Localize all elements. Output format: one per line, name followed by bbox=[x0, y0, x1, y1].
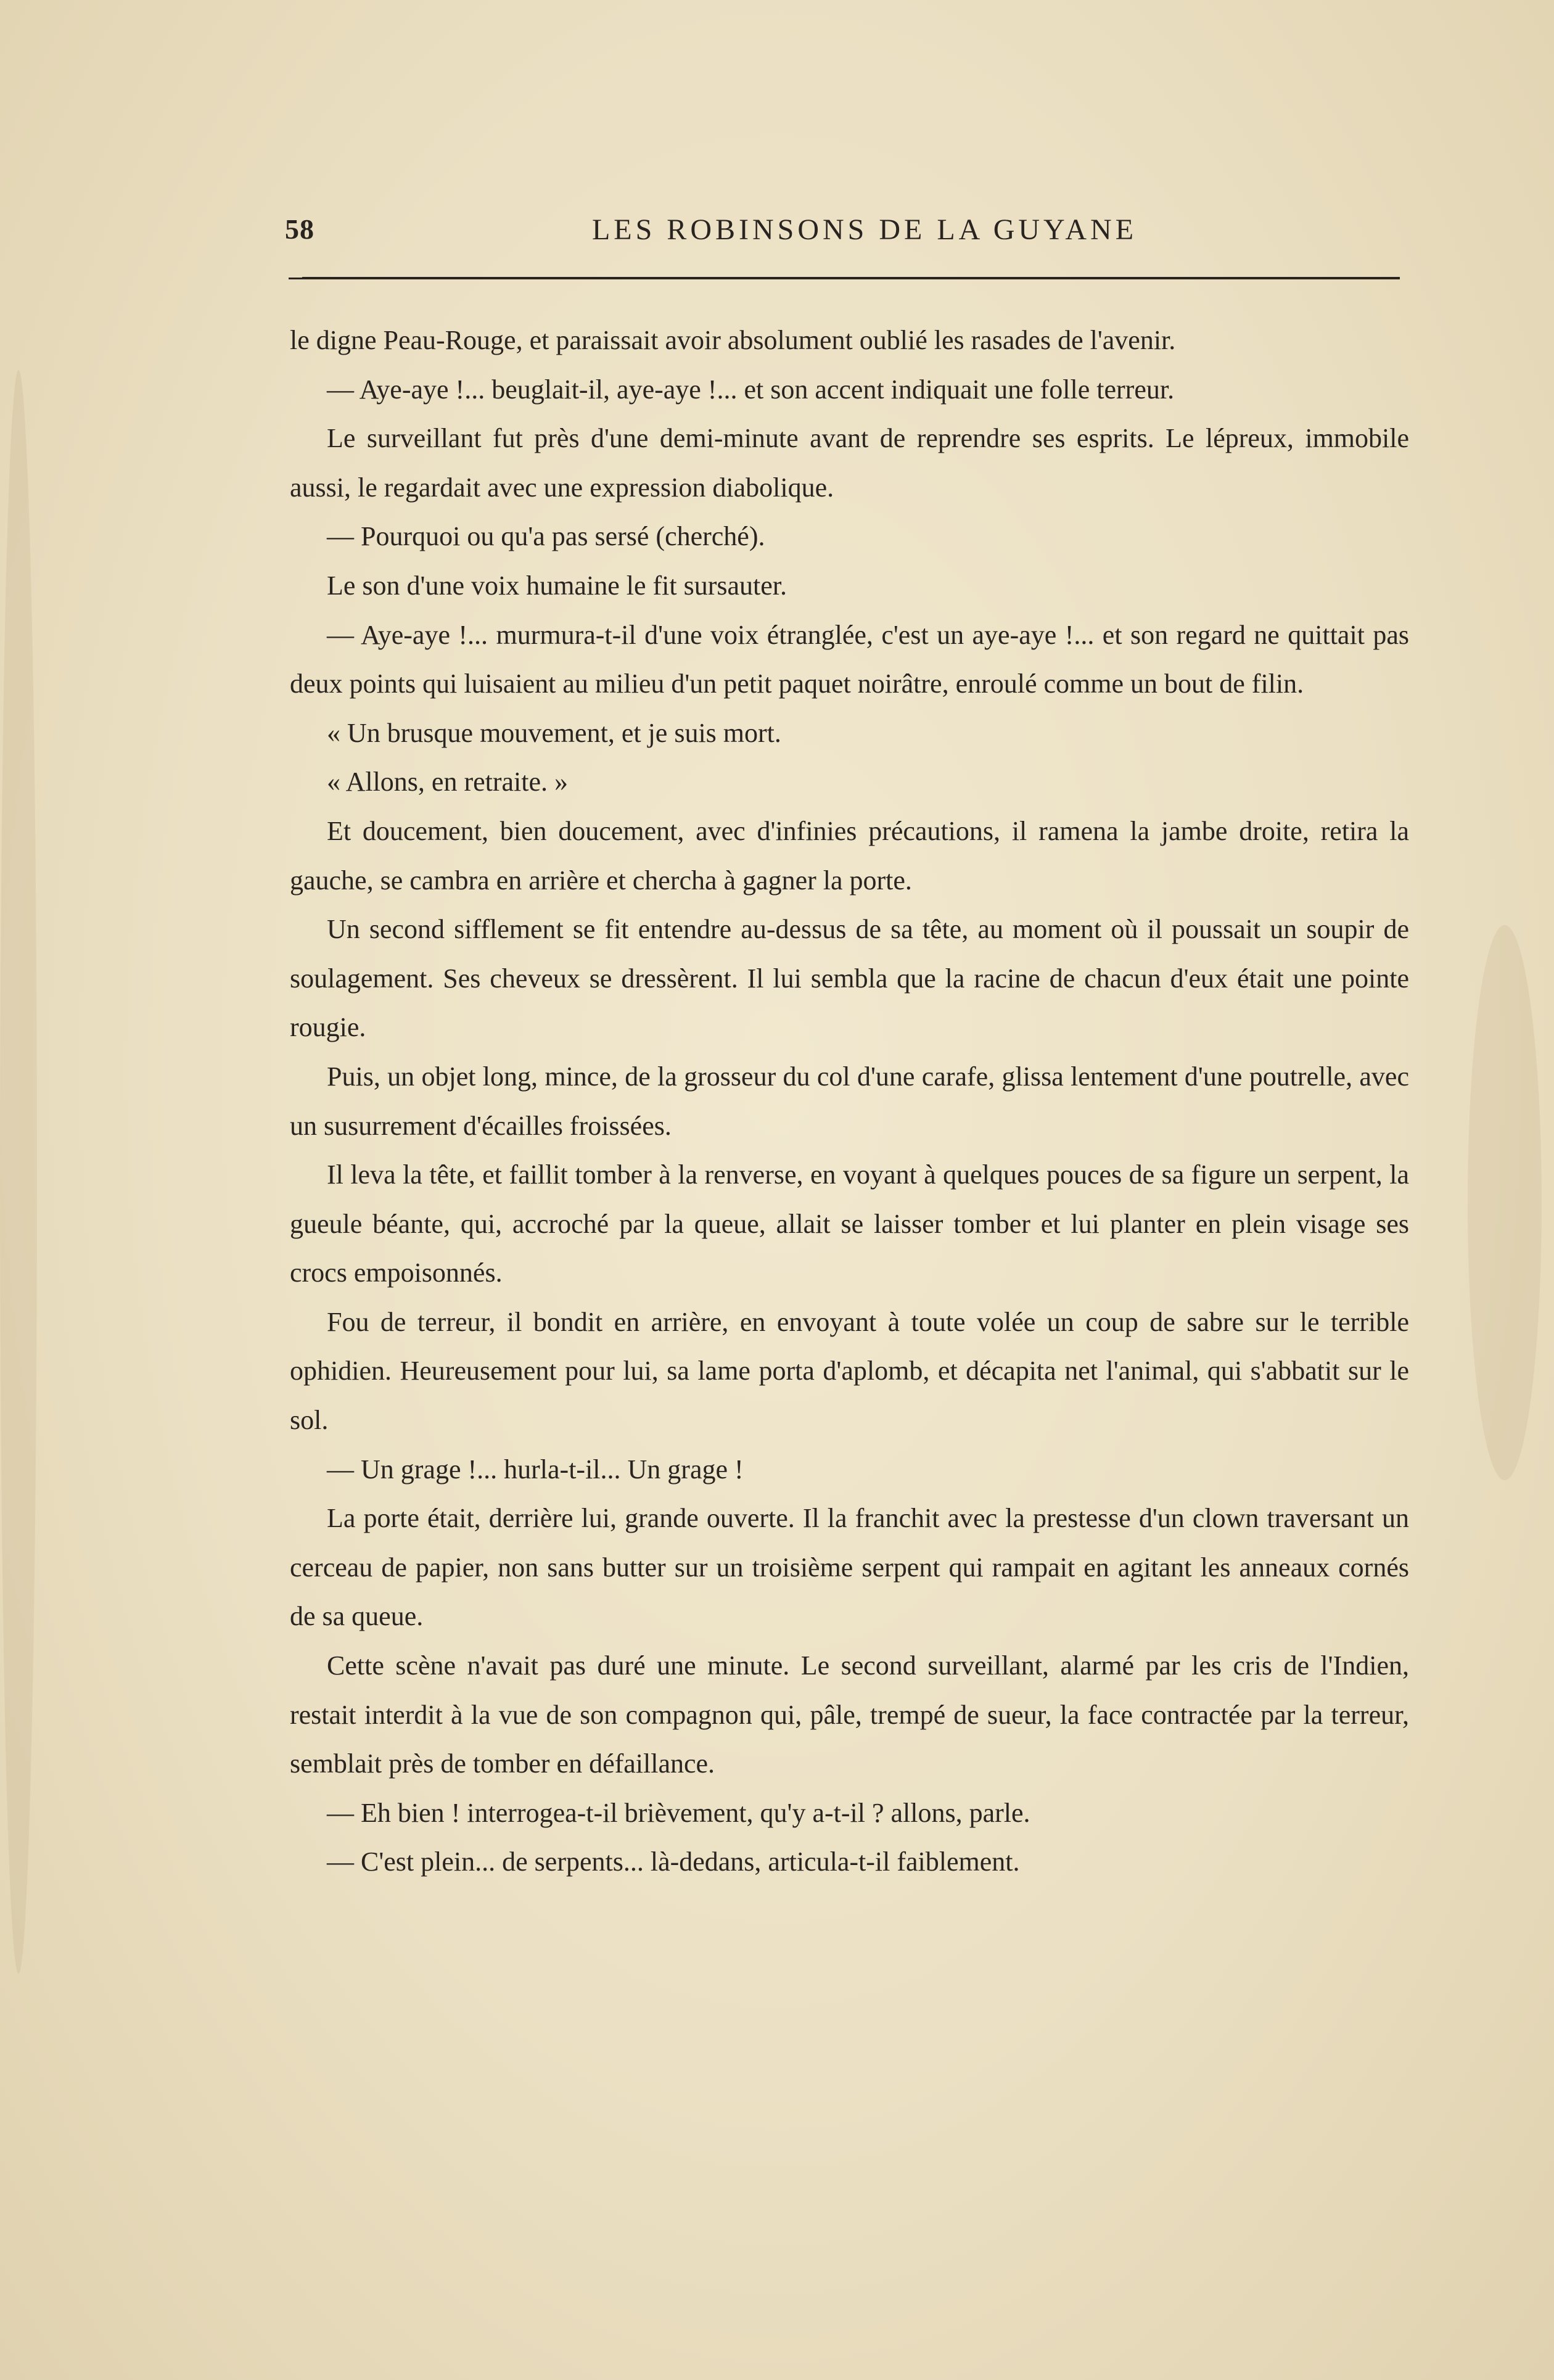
paragraph: — C'est plein... de serpents... là-dedans, articula-t-il faiblement. bbox=[327, 1847, 1020, 1877]
running-title: LES ROBINSONS DE LA GUYANE bbox=[591, 213, 1138, 246]
paragraph: — Pourquoi ou qu'a pas sersé (cherché). bbox=[327, 521, 765, 552]
paragraph: Il leva la tête, et faillit tomber à la renverse, en voyant à quelques pouces de sa figure un serpent, la gueule béante, qui, accroché par la queue, allait se laisser tomber et lui planter en plein visage ses crocs empoisonnés. bbox=[290, 1159, 1409, 1288]
paragraph: « Un brusque mouvement, et je suis mort. bbox=[327, 717, 781, 748]
paragraph: Puis, un objet long, mince, de la grosseur du col d'une carafe, glissa lentement d'une poutrelle, avec un susurrement d'écailles froissées. bbox=[290, 1061, 1409, 1141]
page-number: 58 bbox=[285, 213, 314, 245]
page-header bbox=[285, 213, 1401, 262]
paragraph: — Un grage !... hurla-t-il... Un grage ! bbox=[327, 1454, 744, 1484]
paragraph: Et doucement, bien doucement, avec d'infinies précautions, il ramena la jambe droite, retira la gauche, se cambra en arrière et chercha à gagner la porte. bbox=[290, 815, 1409, 896]
paragraph: La porte était, derrière lui, grande ouverte. Il la franchit avec la prestesse d'un clown traversant un cerceau de papier, non sans butter sur un troisième serpent qui rampait en agitant les anneaux cornés de sa queue. bbox=[290, 1503, 1409, 1632]
paragraph: Fou de terreur, il bondit en arrière, en envoyant à toute volée un coup de sabre sur le terrible ophidien. Heureusement pour lui, sa lame porta d'aplomb, et décapita net l'animal, qui s'abbatit sur le sol. bbox=[290, 1306, 1409, 1436]
paragraph: Cette scène n'avait pas duré une minute. Le second surveillant, alarmé par les cris de l'Indien, restait interdit à la vue de son compagnon qui, pâle, trempé de sueur, la face contractée par la terreur, semblait près de tomber en défaillance. bbox=[290, 1650, 1409, 1779]
body-text bbox=[290, 316, 1409, 1887]
paragraph: — Aye-aye !... beuglait-il, aye-aye !... et son accent indiquait une folle terreur. bbox=[327, 374, 1175, 405]
paragraph: le digne Peau-Rouge, et paraissait avoir absolument oublié les rasades de l'avenir. bbox=[290, 325, 1176, 355]
paragraph: Le surveillant fut près d'une demi-minute avant de reprendre ses esprits. Le lépreux, immobile aussi, le regardait avec une expression diabolique. bbox=[290, 423, 1409, 503]
paragraph: « Allons, en retraite. » bbox=[327, 767, 569, 797]
paragraph: — Eh bien ! interrogea-t-il brièvement, qu'y a-t-il ? allons, parle. bbox=[327, 1797, 1030, 1828]
paragraph: — Aye-aye !... murmura-t-il d'une voix étranglée, c'est un aye-aye !... et son regard ne quittait pas deux points qui luisaient au milieu d'un petit paquet noirâtre, enroulé comme un bout de filin. bbox=[290, 619, 1409, 699]
paragraph: Le son d'une voix humaine le fit sursauter. bbox=[327, 570, 787, 601]
header-rule bbox=[302, 277, 1400, 279]
paper-stain bbox=[1468, 925, 1542, 1480]
paragraph: Un second sifflement se fit entendre au-dessus de sa tête, au moment où il poussait un soupir de soulagement. Ses cheveux se dressèrent. Il lui sembla que la racine de chacun d'eux était une pointe rougie. bbox=[290, 914, 1409, 1043]
paper-edge-shadow bbox=[0, 370, 37, 1974]
